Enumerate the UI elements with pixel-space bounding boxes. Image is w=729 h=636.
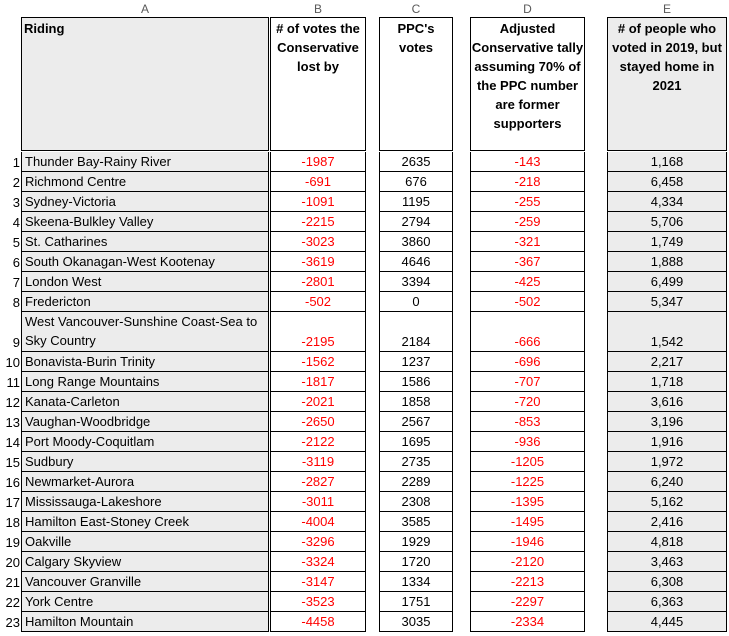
cell-ppc-votes[interactable] <box>379 492 453 512</box>
cell-ppc-votes[interactable] <box>379 292 453 312</box>
cell-stayed-home[interactable] <box>607 592 727 612</box>
cell-riding[interactable] <box>21 212 269 232</box>
cell-adjusted-tally[interactable] <box>470 372 585 392</box>
cell-stayed-home[interactable] <box>607 272 727 292</box>
cell-ppc-votes[interactable] <box>379 452 453 472</box>
column-letter-c[interactable]: C <box>411 2 421 16</box>
cell-ppc-votes[interactable] <box>379 432 453 452</box>
cell-adjusted-tally-text: -696 <box>514 354 541 369</box>
cell-adjusted-tally-text: -2334 <box>510 614 545 629</box>
cell-riding-text: Hamilton East-Stoney Creek <box>25 514 190 529</box>
cell-ppc-votes-text: 2735 <box>401 454 431 469</box>
header-stayed-home[interactable]: # of people who voted in 2019, but stayed home in 2021 <box>607 17 727 151</box>
cell-riding-text: Kanata-Carleton <box>25 394 120 409</box>
cell-votes-lost-by[interactable] <box>270 252 366 272</box>
row-number[interactable]: 18 <box>5 515 20 530</box>
cell-stayed-home[interactable] <box>607 292 727 312</box>
cell-riding[interactable] <box>21 552 269 572</box>
cell-stayed-home-text: 3,196 <box>650 414 684 429</box>
cell-ppc-votes-text: 1695 <box>401 434 431 449</box>
cell-ppc-votes[interactable] <box>379 192 453 212</box>
cell-stayed-home[interactable] <box>607 252 727 272</box>
cell-ppc-votes-text: 2567 <box>401 414 431 429</box>
cell-stayed-home-text: 1,718 <box>650 374 684 389</box>
cell-ppc-votes[interactable] <box>379 472 453 492</box>
cell-votes-lost-by[interactable] <box>270 172 366 192</box>
cell-adjusted-tally-text: -720 <box>514 394 541 409</box>
cell-stayed-home-text: 1,972 <box>650 454 684 469</box>
cell-votes-lost-by[interactable] <box>270 392 366 412</box>
row-number[interactable]: 11 <box>6 375 20 390</box>
cell-adjusted-tally-text: -2297 <box>510 594 545 609</box>
cell-stayed-home-text: 6,363 <box>650 594 684 609</box>
cell-riding[interactable] <box>21 472 269 492</box>
row-number[interactable]: 23 <box>5 615 20 630</box>
cell-adjusted-tally-text: -2120 <box>510 554 545 569</box>
cell-riding[interactable] <box>21 292 269 312</box>
cell-adjusted-tally[interactable] <box>470 592 585 612</box>
row-number[interactable]: 6 <box>12 255 20 270</box>
cell-votes-lost-by-text: -2215 <box>301 214 335 229</box>
cell-adjusted-tally-text: -143 <box>514 154 541 169</box>
cell-ppc-votes[interactable] <box>379 552 453 572</box>
cell-adjusted-tally[interactable] <box>470 552 585 572</box>
cell-adjusted-tally[interactable] <box>470 512 585 532</box>
cell-ppc-votes-text: 3394 <box>401 274 431 289</box>
cell-adjusted-tally-text: -2213 <box>510 574 545 589</box>
cell-stayed-home-text: 3,463 <box>650 554 684 569</box>
cell-riding-text: Vancouver Granville <box>25 574 142 589</box>
cell-ppc-votes[interactable] <box>379 312 453 352</box>
cell-stayed-home-text: 4,445 <box>650 614 684 629</box>
cell-riding-text: Newmarket-Aurora <box>25 474 135 489</box>
header-riding[interactable]: Riding <box>21 17 269 151</box>
cell-stayed-home[interactable] <box>607 372 727 392</box>
cell-ppc-votes-text: 3860 <box>401 234 431 249</box>
column-letter-e[interactable]: E <box>662 2 671 16</box>
header-votes-lost-by[interactable]: # of votes the Conservative lost by <box>270 17 366 151</box>
cell-riding[interactable] <box>21 592 269 612</box>
cell-adjusted-tally-text: -218 <box>514 174 541 189</box>
cell-ppc-votes-text: 1751 <box>401 594 431 609</box>
cell-votes-lost-by[interactable] <box>270 452 366 472</box>
cell-riding[interactable] <box>21 172 269 192</box>
row-number[interactable]: 19 <box>5 535 20 550</box>
cell-votes-lost-by-text: -2195 <box>301 334 335 349</box>
cell-riding-text: West Vancouver-Sunshine Coast-Sea to Sky Country <box>25 314 258 348</box>
cell-ppc-votes-text: 676 <box>405 174 427 189</box>
cell-stayed-home-text: 1,749 <box>650 234 684 249</box>
cell-riding[interactable] <box>21 312 269 352</box>
cell-stayed-home-text: 6,499 <box>650 274 684 289</box>
cell-votes-lost-by-text: -1987 <box>301 154 335 169</box>
cell-votes-lost-by-text: -3011 <box>301 494 335 509</box>
cell-riding-text: Bonavista-Burin Trinity <box>25 354 156 369</box>
cell-riding-text: Oakville <box>25 534 72 549</box>
cell-votes-lost-by[interactable] <box>270 192 366 212</box>
cell-stayed-home-text: 5,347 <box>650 294 684 309</box>
cell-riding-text: Calgary Skyview <box>25 554 122 569</box>
cell-adjusted-tally-text: -1225 <box>510 474 545 489</box>
cell-adjusted-tally[interactable] <box>470 612 585 632</box>
cell-stayed-home[interactable] <box>607 392 727 412</box>
cell-votes-lost-by-text: -3324 <box>301 554 335 569</box>
cell-riding[interactable] <box>21 612 269 632</box>
row-number[interactable]: 21 <box>5 575 20 590</box>
cell-votes-lost-by[interactable] <box>270 272 366 292</box>
cell-adjusted-tally[interactable] <box>470 472 585 492</box>
cell-adjusted-tally[interactable] <box>470 572 585 592</box>
cell-riding[interactable] <box>21 272 269 292</box>
cell-stayed-home[interactable] <box>607 452 727 472</box>
cell-riding-text: Long Range Mountains <box>25 374 160 389</box>
row-number[interactable]: 8 <box>12 295 20 310</box>
cell-adjusted-tally[interactable] <box>470 432 585 452</box>
column-letter-d[interactable]: D <box>523 2 532 16</box>
cell-ppc-votes-text: 3035 <box>401 614 431 629</box>
row-number[interactable]: 20 <box>5 555 20 570</box>
cell-votes-lost-by-text: -2650 <box>301 414 335 429</box>
cell-ppc-votes-text: 3585 <box>401 514 431 529</box>
cell-votes-lost-by-text: -2021 <box>301 394 335 409</box>
cell-ppc-votes-text: 0 <box>412 294 420 309</box>
cell-adjusted-tally[interactable] <box>470 312 585 352</box>
cell-adjusted-tally-text: -1946 <box>510 534 545 549</box>
cell-votes-lost-by[interactable] <box>270 372 366 392</box>
cell-stayed-home[interactable] <box>607 552 727 572</box>
cell-riding[interactable] <box>21 232 269 252</box>
cell-votes-lost-by[interactable] <box>270 432 366 452</box>
cell-votes-lost-by-text: -3296 <box>301 534 335 549</box>
cell-riding-text: Sydney-Victoria <box>25 194 116 209</box>
cell-ppc-votes[interactable] <box>379 392 453 412</box>
cell-stayed-home-text: 5,162 <box>650 494 684 509</box>
cell-ppc-votes[interactable] <box>379 272 453 292</box>
cell-riding-text: Mississauga-Lakeshore <box>25 494 162 509</box>
cell-riding-text: York Centre <box>25 594 94 609</box>
cell-stayed-home-text: 5,706 <box>650 214 684 229</box>
cell-votes-lost-by[interactable] <box>270 512 366 532</box>
cell-riding[interactable] <box>21 372 269 392</box>
row-number[interactable]: 4 <box>12 215 20 230</box>
cell-ppc-votes[interactable] <box>379 152 453 172</box>
row-number[interactable]: 9 <box>12 335 20 350</box>
cell-adjusted-tally[interactable] <box>470 172 585 192</box>
row-number[interactable]: 12 <box>5 395 20 410</box>
cell-adjusted-tally[interactable] <box>470 492 585 512</box>
cell-stayed-home-text: 4,818 <box>650 534 684 549</box>
cell-ppc-votes[interactable] <box>379 172 453 192</box>
cell-stayed-home[interactable] <box>607 612 727 632</box>
cell-adjusted-tally-text: -853 <box>514 414 541 429</box>
cell-votes-lost-by[interactable] <box>270 232 366 252</box>
cell-votes-lost-by[interactable] <box>270 572 366 592</box>
cell-adjusted-tally-text: -259 <box>514 214 541 229</box>
cell-ppc-votes[interactable] <box>379 372 453 392</box>
cell-adjusted-tally[interactable] <box>470 152 585 172</box>
row-number[interactable]: 1 <box>12 155 20 170</box>
cell-stayed-home[interactable] <box>607 152 727 172</box>
cell-adjusted-tally[interactable] <box>470 212 585 232</box>
cell-adjusted-tally[interactable] <box>470 252 585 272</box>
cell-stayed-home-text: 2,416 <box>650 514 684 529</box>
cell-votes-lost-by-text: -3147 <box>301 574 335 589</box>
cell-riding[interactable] <box>21 452 269 472</box>
cell-ppc-votes-text: 1858 <box>401 394 431 409</box>
cell-votes-lost-by-text: -2827 <box>301 474 335 489</box>
cell-votes-lost-by[interactable] <box>270 492 366 512</box>
cell-adjusted-tally-text: -321 <box>514 234 541 249</box>
cell-stayed-home[interactable] <box>607 312 727 352</box>
cell-ppc-votes[interactable] <box>379 412 453 432</box>
cell-ppc-votes-text: 1720 <box>401 554 431 569</box>
cell-riding-text: Fredericton <box>25 294 91 309</box>
cell-riding[interactable] <box>21 572 269 592</box>
cell-votes-lost-by-text: -3619 <box>301 254 335 269</box>
cell-ppc-votes-text: 2794 <box>401 214 431 229</box>
cell-votes-lost-by-text: -4004 <box>301 514 335 529</box>
cell-votes-lost-by[interactable] <box>270 612 366 632</box>
cell-votes-lost-by-text: -3523 <box>301 594 335 609</box>
cell-stayed-home-text: 4,334 <box>650 194 684 209</box>
cell-adjusted-tally[interactable] <box>470 392 585 412</box>
cell-adjusted-tally-text: -666 <box>514 334 541 349</box>
cell-adjusted-tally-text: -1205 <box>510 454 545 469</box>
cell-riding[interactable] <box>21 192 269 212</box>
cell-riding-text: Thunder Bay-Rainy River <box>25 154 171 169</box>
cell-adjusted-tally[interactable] <box>470 452 585 472</box>
row-number[interactable]: 16 <box>5 475 20 490</box>
cell-ppc-votes[interactable] <box>379 252 453 272</box>
cell-riding-text: Richmond Centre <box>25 174 127 189</box>
cell-ppc-votes-text: 1237 <box>401 354 431 369</box>
row-number[interactable]: 10 <box>5 355 20 370</box>
cell-votes-lost-by[interactable] <box>270 592 366 612</box>
row-number[interactable]: 17 <box>5 495 20 510</box>
cell-riding-text: London West <box>25 274 102 289</box>
cell-votes-lost-by[interactable] <box>270 412 366 432</box>
cell-riding-text: South Okanagan-West Kootenay <box>25 254 215 269</box>
cell-ppc-votes-text: 1929 <box>401 534 431 549</box>
cell-ppc-votes[interactable] <box>379 512 453 532</box>
cell-votes-lost-by[interactable] <box>270 352 366 372</box>
header-ppc-votes[interactable]: PPC's votes <box>379 17 453 151</box>
cell-adjusted-tally-text: -367 <box>514 254 541 269</box>
cell-stayed-home[interactable] <box>607 352 727 372</box>
cell-riding[interactable] <box>21 512 269 532</box>
cell-stayed-home-text: 1,168 <box>650 154 684 169</box>
row-number[interactable]: 5 <box>12 235 20 250</box>
cell-adjusted-tally[interactable] <box>470 532 585 552</box>
cell-riding[interactable] <box>21 492 269 512</box>
cell-stayed-home[interactable] <box>607 192 727 212</box>
cell-adjusted-tally[interactable] <box>470 292 585 312</box>
cell-adjusted-tally-text: -425 <box>514 274 541 289</box>
cell-adjusted-tally[interactable] <box>470 272 585 292</box>
cell-votes-lost-by[interactable] <box>270 212 366 232</box>
cell-adjusted-tally-text: -1495 <box>510 514 545 529</box>
row-number[interactable]: 22 <box>5 595 20 610</box>
cell-ppc-votes[interactable] <box>379 572 453 592</box>
row-number[interactable]: 15 <box>5 455 20 470</box>
cell-adjusted-tally[interactable] <box>470 232 585 252</box>
cell-ppc-votes[interactable] <box>379 532 453 552</box>
cell-riding-text: Vaughan-Woodbridge <box>25 414 151 429</box>
cell-riding[interactable] <box>21 412 269 432</box>
cell-votes-lost-by-text: -2122 <box>301 434 335 449</box>
cell-stayed-home-text: 3,616 <box>650 394 684 409</box>
cell-stayed-home[interactable] <box>607 172 727 192</box>
cell-adjusted-tally[interactable] <box>470 352 585 372</box>
row-number[interactable]: 2 <box>12 175 20 190</box>
cell-stayed-home[interactable] <box>607 512 727 532</box>
cell-riding-text: Sudbury <box>25 454 74 469</box>
cell-stayed-home-text: 6,458 <box>650 174 684 189</box>
cell-ppc-votes[interactable] <box>379 352 453 372</box>
cell-votes-lost-by[interactable] <box>270 472 366 492</box>
cell-ppc-votes-text: 1195 <box>402 194 430 209</box>
cell-votes-lost-by-text: -4458 <box>301 614 335 629</box>
cell-riding[interactable] <box>21 352 269 372</box>
cell-stayed-home-text: 1,888 <box>650 254 684 269</box>
cell-votes-lost-by-text: -1091 <box>301 194 335 209</box>
cell-ppc-votes-text: 2308 <box>401 494 431 509</box>
cell-stayed-home-text: 6,240 <box>650 474 684 489</box>
cell-adjusted-tally-text: -936 <box>514 434 541 449</box>
column-letter-a[interactable]: A <box>140 2 149 16</box>
cell-adjusted-tally-text: -1395 <box>510 494 545 509</box>
cell-stayed-home[interactable] <box>607 532 727 552</box>
cell-stayed-home[interactable] <box>607 572 727 592</box>
cell-riding[interactable] <box>21 152 269 172</box>
cell-adjusted-tally[interactable] <box>470 412 585 432</box>
cell-adjusted-tally[interactable] <box>470 192 585 212</box>
cell-riding-text: St. Catharines <box>25 234 108 249</box>
cell-stayed-home[interactable] <box>607 492 727 512</box>
cell-stayed-home[interactable] <box>607 212 727 232</box>
cell-ppc-votes-text: 2635 <box>401 154 431 169</box>
cell-ppc-votes-text: 1334 <box>401 574 431 589</box>
cell-ppc-votes[interactable] <box>379 612 453 632</box>
cell-stayed-home-text: 2,217 <box>650 354 684 369</box>
cell-votes-lost-by-text: -3119 <box>301 454 335 469</box>
cell-votes-lost-by-text: -1817 <box>301 374 335 389</box>
cell-riding[interactable] <box>21 432 269 452</box>
cell-riding-text: Skeena-Bulkley Valley <box>25 214 154 229</box>
cell-ppc-votes[interactable] <box>379 592 453 612</box>
row-number[interactable]: 7 <box>12 275 20 290</box>
cell-stayed-home[interactable] <box>607 412 727 432</box>
cell-ppc-votes[interactable] <box>379 232 453 252</box>
row-number[interactable]: 3 <box>12 195 20 210</box>
column-letter-b[interactable]: B <box>313 2 322 16</box>
cell-ppc-votes-text: 2289 <box>401 474 431 489</box>
cell-stayed-home[interactable] <box>607 432 727 452</box>
cell-adjusted-tally-text: -255 <box>514 194 541 209</box>
cell-votes-lost-by-text: -502 <box>304 294 332 309</box>
cell-votes-lost-by-text: -2801 <box>301 274 335 289</box>
cell-ppc-votes-text: 1586 <box>401 374 431 389</box>
cell-votes-lost-by[interactable] <box>270 292 366 312</box>
cell-riding-text: Hamilton Mountain <box>25 614 134 629</box>
header-adjusted-tally[interactable]: Adjusted Conservative tally assuming 70% of the PPC number are former supporters <box>470 17 585 151</box>
cell-riding[interactable] <box>21 392 269 412</box>
row-number[interactable]: 14 <box>5 435 20 450</box>
cell-stayed-home-text: 6,308 <box>650 574 684 589</box>
cell-adjusted-tally-text: -707 <box>514 374 541 389</box>
cell-riding[interactable] <box>21 532 269 552</box>
row-number[interactable]: 13 <box>5 415 20 430</box>
cell-votes-lost-by[interactable] <box>270 152 366 172</box>
cell-ppc-votes-text: 2184 <box>401 334 431 349</box>
cell-riding[interactable] <box>21 252 269 272</box>
cell-ppc-votes-text: 4646 <box>401 254 431 269</box>
cell-stayed-home[interactable] <box>607 472 727 492</box>
cell-votes-lost-by[interactable] <box>270 312 366 352</box>
cell-votes-lost-by[interactable] <box>270 532 366 552</box>
cell-adjusted-tally-text: -502 <box>514 294 541 309</box>
cell-votes-lost-by-text: -691 <box>304 174 332 189</box>
cell-votes-lost-by-text: -3023 <box>301 234 335 249</box>
cell-votes-lost-by-text: -1562 <box>301 354 335 369</box>
cell-ppc-votes[interactable] <box>379 212 453 232</box>
cell-votes-lost-by[interactable] <box>270 552 366 572</box>
cell-riding-text: Port Moody-Coquitlam <box>25 434 155 449</box>
cell-stayed-home-text: 1,542 <box>650 334 684 349</box>
cell-stayed-home[interactable] <box>607 232 727 252</box>
cell-stayed-home-text: 1,916 <box>650 434 684 449</box>
